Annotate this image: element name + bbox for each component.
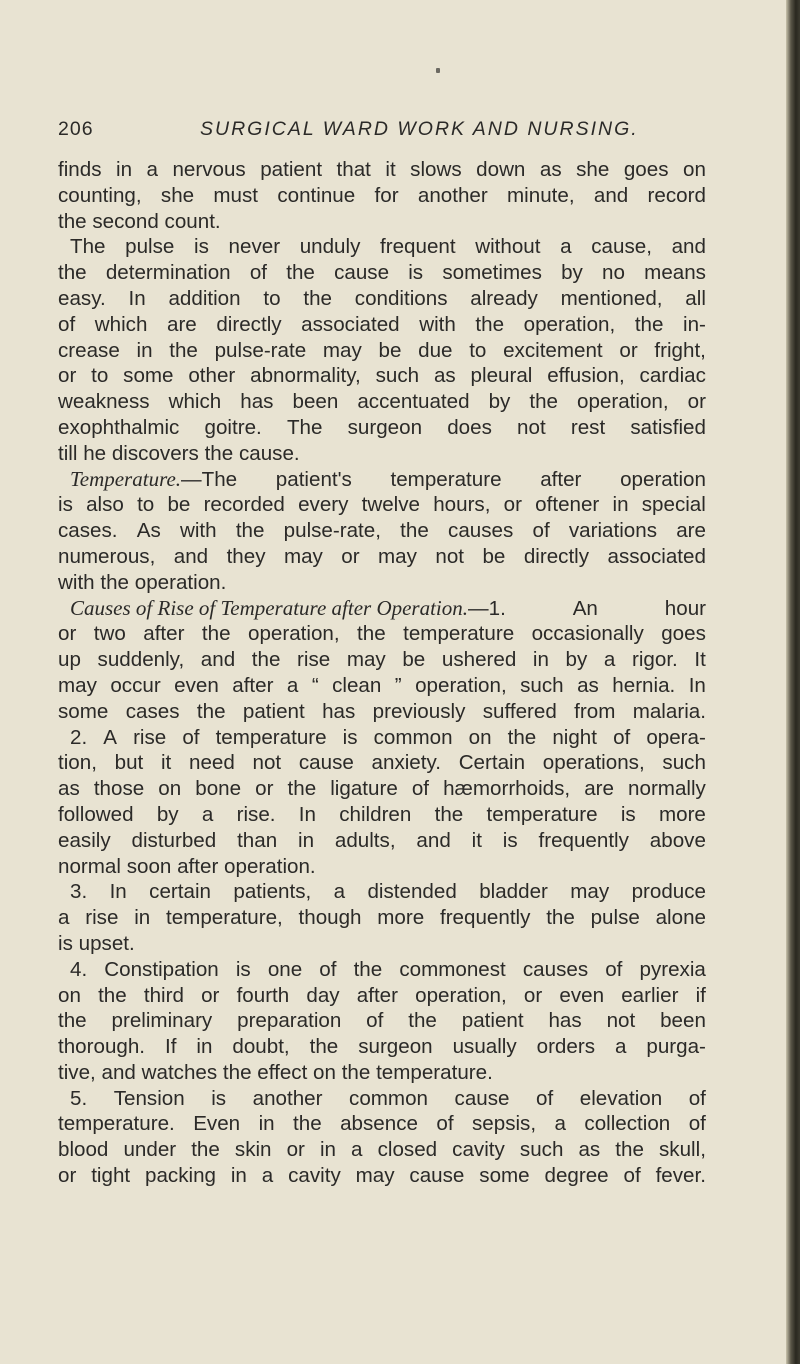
text-line: the determination of the cause is sometimes by no means: [58, 261, 706, 285]
text-line: exophthalmic goitre. The surgeon does not rest satisfied: [58, 415, 706, 439]
text-line: 3. In certain patients, a distended bladder may produce: [70, 880, 706, 904]
text-line: the second count.: [58, 209, 221, 233]
text-line: numerous, and they may or may not be directly associated: [58, 544, 706, 568]
text-line: crease in the pulse-rate may be due to excitement or fright,: [58, 338, 706, 362]
text-line: The pulse is never unduly frequent without a cause, and: [70, 235, 706, 259]
text-line: or two after the operation, the temperature occasionally goes: [58, 622, 706, 646]
text-line: easily disturbed than in adults, and it is frequently above: [58, 828, 706, 852]
text-line: on the third or fourth day after operation, or even earlier if: [58, 983, 706, 1007]
text-line: a rise in temperature, though more frequently the pulse alone: [58, 906, 706, 930]
text-line: thorough. If in doubt, the surgeon usually orders a purga-: [58, 1035, 706, 1059]
running-title: SURGICAL WARD WORK AND NURSING.: [200, 118, 639, 140]
text-line: 4. Constipation is one of the commonest causes of pyrexia: [70, 957, 706, 981]
text-line: weakness which has been accentuated by the operation, or: [58, 390, 706, 414]
text-line: Temperature.—The patient's temperature after operation: [70, 466, 706, 491]
text-line: tive, and watches the effect on the temperature.: [58, 1060, 493, 1084]
text-line: counting, she must continue for another minute, and record: [58, 183, 706, 207]
text-line: as those on bone or the ligature of hæmorrhoids, are normally: [58, 777, 706, 801]
text-line: Causes of Rise of Temperature after Operation.—1. An hour: [70, 595, 706, 620]
text-line: some cases the patient has previously suffered from malaria.: [58, 699, 706, 723]
printer-mark: [436, 68, 440, 73]
text-line: finds in a nervous patient that it slows down as she goes on: [58, 158, 706, 181]
page-edge-shadow: [786, 0, 800, 1364]
text-line: followed by a rise. In children the temperature is more: [58, 802, 706, 826]
text-line: easy. In addition to the conditions already mentioned, all: [58, 286, 706, 310]
text-line: is upset.: [58, 931, 135, 955]
text-line: or to some other abnormality, such as pleural effusion, cardiac: [58, 364, 706, 388]
text-line: the preliminary preparation of the patient has not been: [58, 1009, 706, 1033]
body-text: [58, 157, 706, 1189]
text-line: or tight packing in a cavity may cause some degree of fever.: [58, 1164, 706, 1188]
text-line: with the operation.: [58, 570, 227, 594]
text-line: of which are directly associated with the operation, the in-: [58, 312, 706, 336]
page-number: 206: [58, 118, 94, 140]
text-line: normal soon after operation.: [58, 854, 316, 878]
text-line: till he discovers the cause.: [58, 441, 300, 465]
text-line: is also to be recorded every twelve hours, or oftener in special: [58, 493, 706, 517]
text-line: 5. Tension is another common cause of elevation of: [70, 1086, 706, 1110]
text-line: may occur even after a “ clean ” operation, such as hernia. In: [58, 673, 706, 697]
page-header: [58, 118, 698, 148]
text-line: temperature. Even in the absence of sepsis, a collection of: [58, 1112, 706, 1136]
text-line: tion, but it need not cause anxiety. Certain operations, such: [58, 751, 706, 775]
text-line: up suddenly, and the rise may be ushered in by a rigor. It: [58, 648, 706, 672]
text-line: 2. A rise of temperature is common on the night of opera-: [70, 725, 706, 749]
text-line: blood under the skin or in a closed cavity such as the skull,: [58, 1138, 706, 1162]
text-line: cases. As with the pulse-rate, the causes of variations are: [58, 519, 706, 543]
